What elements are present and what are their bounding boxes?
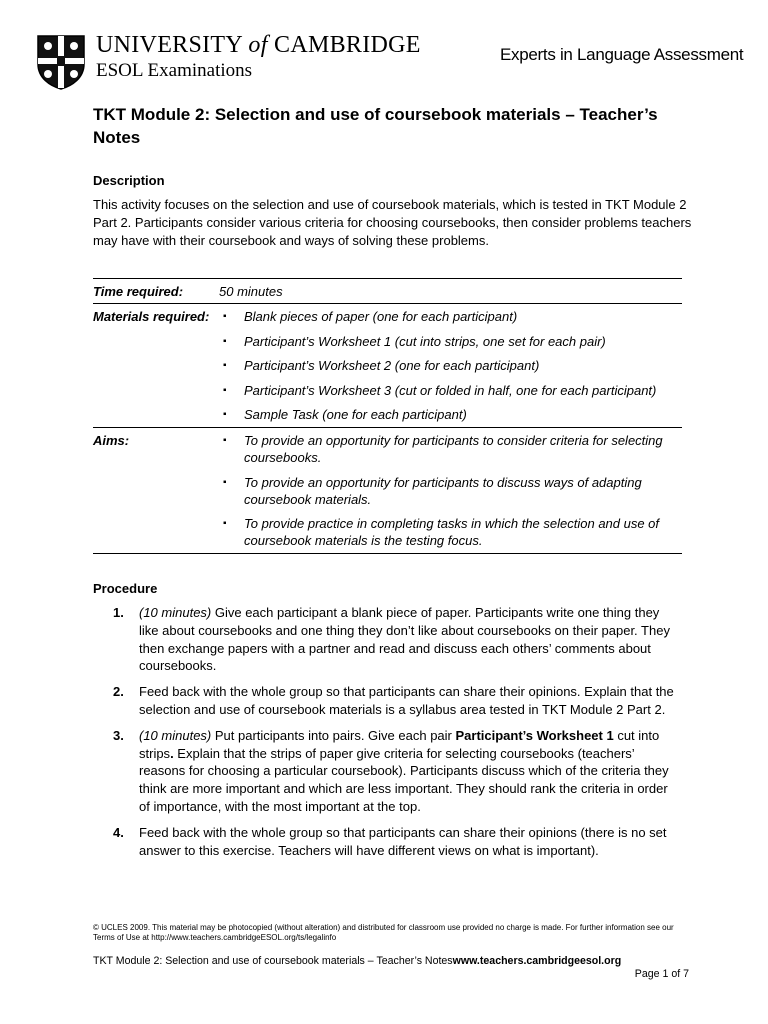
esol-subtitle: ESOL Examinations (96, 60, 253, 81)
list-item: ▪ Participant’s Worksheet 3 (cut or folded in half, one for each participant) (223, 382, 657, 398)
aims-row (93, 428, 682, 554)
procedure-step: 4. Feed back with the whole group so that participants can share their opinions (there is no set answer to this exercise. Teachers will have different views on what is important). (113, 824, 667, 858)
procedure-step: 2. Feed back with the whole group so that participants can share their opinions. Explain that the selection and use of coursebook materials is a syllabus area tested in TKT Module 2 Part 2. (113, 684, 674, 717)
aims-list (219, 428, 682, 553)
university-crest-icon (36, 34, 86, 90)
list-item: ▪ To provide an opportunity for participants to discuss ways of adapting coursebook materials. (223, 474, 642, 507)
list-item: ▪ To provide practice in completing tasks in which the selection and use of coursebook materials is the testing focus. (223, 516, 660, 548)
materials-list (219, 304, 682, 427)
description-heading: Description (93, 173, 165, 188)
aims-label: Aims: (93, 433, 130, 448)
time-value: 50 minutes (219, 284, 283, 299)
website-link[interactable]: www.teachers.cambridgeesol.org (452, 955, 622, 967)
time-label: Time required: (93, 284, 184, 299)
page-number: Page 1 of 7 (634, 968, 689, 980)
description-text: This activity focuses on the selection and use of coursebook materials, which is tested in TKT Module 2 Part 2. Participants consider various criteria for choosing coursebooks, then consider problems teachers may have with their coursebook and ways of solving these problems. (93, 197, 692, 248)
list-item: ▪ Sample Task (one for each participant) (223, 407, 467, 422)
materials-row (93, 304, 682, 428)
footer-doc-line: TKT Module 2: Selection and use of coursebook materials – Teacher’s Noteswww.teachers.cambridgeesol.org (93, 955, 622, 967)
info-table (93, 278, 682, 554)
page-title: TKT Module 2: Selection and use of coursebook materials – Teacher’s Notes (93, 105, 658, 147)
time-row (93, 279, 682, 304)
procedure-list (113, 604, 675, 867)
procedure-heading: Procedure (93, 581, 158, 596)
list-item: ▪ To provide an opportunity for participants to consider criteria for selecting coursebooks. (223, 433, 663, 465)
university-name: UNIVERSITY of CAMBRIDGE (96, 32, 421, 58)
list-item: ▪ Participant’s Worksheet 2 (one for each participant) (223, 358, 540, 373)
procedure-step: 3. (10 minutes) Put participants into pairs. Give each pair Participant’s Worksheet 1 cut into strips. Explain that the strips of paper give criteria for selecting coursebooks (teachers’ reasons for choosing a particular coursebook). Participants discuss which of the criteria they think are more important and which are less important. They should rank the criteria in order of importance, with the most important at the top. (113, 727, 669, 814)
list-item: ▪ Blank pieces of paper (one for each participant) (223, 309, 518, 324)
materials-label: Materials required: (93, 309, 210, 324)
procedure-step: 1. (10 minutes) Give each participant a blank piece of paper. Participants write one thing they like about coursebooks and one thing they don’t like about coursebooks on their paper. They then exchange papers with a partner and read and discuss each others’ comments about coursebooks. (113, 605, 670, 674)
list-item: ▪ Participant’s Worksheet 1 (cut into strips, one set for each pair) (223, 333, 606, 349)
copyright-notice: © UCLES 2009. This material may be photocopied (without alteration) and distributed for classroom use provided no charge is made. For further information see our Terms of Use at http://www.teachers.cambridgeESOL.org/ts/legalinfo (93, 923, 674, 942)
tagline: Experts in Language Assessment (500, 45, 744, 64)
